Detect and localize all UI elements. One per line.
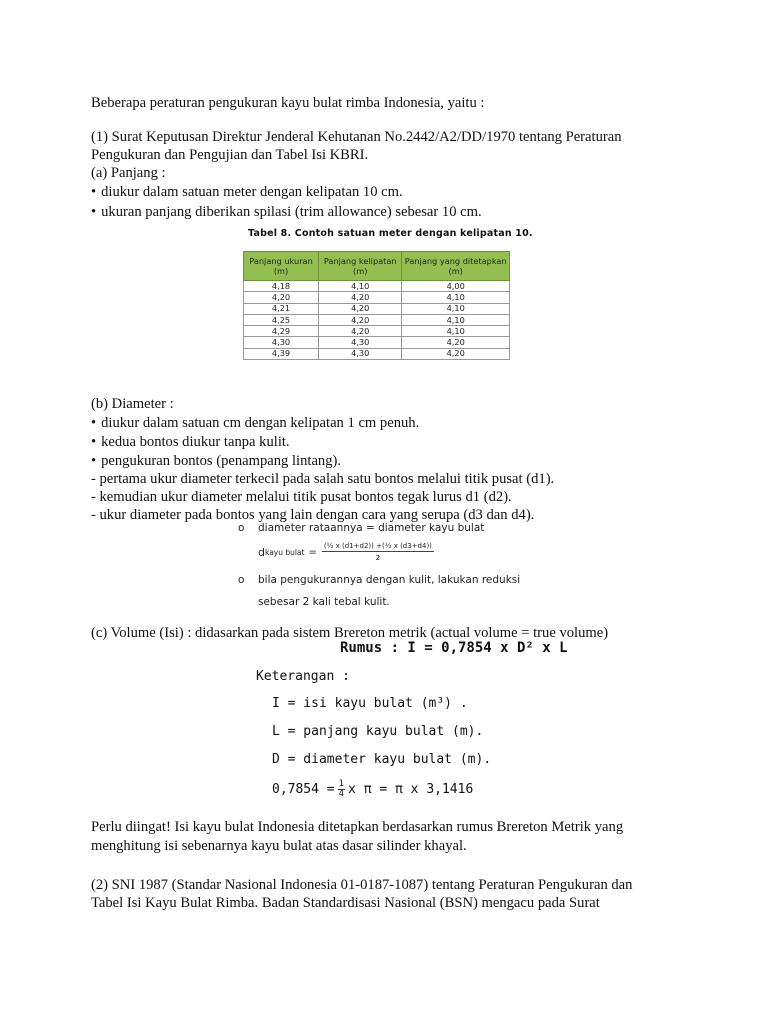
- table-cell: 4,20: [319, 326, 402, 337]
- table-row: [244, 314, 510, 325]
- formula-numerator: (½ x (d1+d2)) +(½ x (d3+d4)): [323, 542, 432, 550]
- table-cell: 4,21: [244, 303, 319, 314]
- length-table: [243, 251, 510, 360]
- table-cell: 4,29: [244, 326, 319, 337]
- formula-item-reduction-cont: sebesar 2 kali tebal kulit.: [258, 596, 390, 608]
- table-cell: 4,25: [244, 314, 319, 325]
- diameter-step: - pertama ukur diameter terkecil pada salah satu bontos melalui titik pusat (d1).: [91, 471, 555, 487]
- table-header-row: [244, 252, 510, 281]
- note-line2: menghitung isi sebenarnya kayu bulat atas dasar silinder khayal.: [91, 838, 467, 854]
- table-row: [244, 303, 510, 314]
- table-cell: 4,10: [319, 281, 402, 292]
- diameter-bullet: • diukur dalam satuan cm dengan kelipatan 1 cm penuh.: [91, 414, 419, 432]
- regulation-1-line1: (1) Surat Keputusan Direktur Jenderal Kehutanan No.2442/A2/DD/1970 tentang Peraturan: [91, 129, 622, 145]
- keterangan-pi: [272, 780, 473, 799]
- table-cell: 4,30: [244, 337, 319, 348]
- diameter-formula: [258, 542, 434, 562]
- volume-formula: Rumus : I = 0,7854 x D² x L: [340, 640, 568, 656]
- pi-fraction: [338, 780, 345, 799]
- diameter-step: - ukur diameter pada bontos yang lain dengan cara yang serupa (d3 dan d4).: [91, 507, 535, 523]
- table-header-cell: Panjang kelipatan (m): [319, 252, 402, 281]
- table-cell: 4,10: [402, 326, 510, 337]
- pi-right: x π = π x 3,1416: [348, 782, 474, 797]
- keterangan-label: Keterangan :: [256, 669, 350, 684]
- table-cell: 4,39: [244, 348, 319, 359]
- panjang-bullet: • ukuran panjang diberikan spilasi (trim allowance) sebesar 10 cm.: [91, 203, 482, 221]
- keterangan-l: L = panjang kayu bulat (m).: [272, 724, 484, 739]
- formula-denominator: 2: [375, 554, 381, 562]
- table-cell: 4,20: [319, 292, 402, 303]
- table-row: [244, 281, 510, 292]
- table-row: [244, 337, 510, 348]
- panjang-heading: (a) Panjang :: [91, 165, 166, 181]
- formula-d-subscript: kayu bulat: [264, 547, 305, 557]
- diameter-bullet: • pengukuran bontos (penampang lintang).: [91, 452, 341, 470]
- regulation-2-line1: (2) SNI 1987 (Standar Nasional Indonesia 01-0187-1087) tentang Peraturan Pengukuran dan: [91, 877, 633, 893]
- table-cell: 4,30: [319, 337, 402, 348]
- note-line1: Perlu diingat! Isi kayu bulat Indonesia ditetapkan berdasarkan rumus Brereton Metrik yang: [91, 819, 624, 835]
- table-cell: 4,20: [319, 314, 402, 325]
- table-header-cell: Panjang yang ditetapkan (m): [402, 252, 510, 281]
- table-cell: 4,18: [244, 281, 319, 292]
- formula-item-reduction: o bila pengukurannya dengan kulit, lakukan reduksi: [238, 574, 520, 586]
- table-cell: 4,10: [402, 292, 510, 303]
- regulation-1-line2: Pengukuran dan Pengujian dan Tabel Isi KBRI.: [91, 147, 369, 163]
- keterangan-i: I = isi kayu bulat (m³) .: [272, 696, 468, 711]
- pi-denominator: 4: [338, 789, 345, 799]
- table-cell: 4,20: [402, 348, 510, 359]
- table-row: [244, 326, 510, 337]
- panjang-bullet: • diukur dalam satuan meter dengan kelipatan 10 cm.: [91, 183, 403, 201]
- volume-heading: (c) Volume (Isi) : didasarkan pada sistem Brereton metrik (actual volume = true volume): [91, 625, 609, 641]
- keterangan-d: D = diameter kayu bulat (m).: [272, 752, 492, 767]
- table-row: [244, 348, 510, 359]
- diameter-step: - kemudian ukur diameter melalui titik pusat bontos tegak lurus d1 (d2).: [91, 489, 512, 505]
- pi-left: 0,7854 =: [272, 782, 335, 797]
- table-row: [244, 292, 510, 303]
- regulation-2-line2: Tabel Isi Kayu Bulat Rimba. Badan Standardisasi Nasional (BSN) mengacu pada Surat: [91, 895, 600, 911]
- table-cell: 4,10: [402, 303, 510, 314]
- table-cell: 4,20: [319, 303, 402, 314]
- table-header-cell: Panjang ukuran (m): [244, 252, 319, 281]
- table-cell: 4,00: [402, 281, 510, 292]
- diameter-bullet: • kedua bontos diukur tanpa kulit.: [91, 433, 290, 451]
- table-cell: 4,20: [402, 337, 510, 348]
- table-cell: 4,30: [319, 348, 402, 359]
- formula-d-label: d: [258, 545, 265, 559]
- intro-text: Beberapa peraturan pengukuran kayu bulat rimba Indonesia, yaitu :: [91, 95, 485, 111]
- pi-numerator: 1: [338, 779, 345, 789]
- table-cell: 4,20: [244, 292, 319, 303]
- formula-fraction: [322, 542, 434, 562]
- table-caption: Tabel 8. Contoh satuan meter dengan kelipatan 10.: [248, 228, 533, 239]
- table-cell: 4,10: [402, 314, 510, 325]
- formula-item-average: o diameter rataannya = diameter kayu bulat: [238, 522, 484, 534]
- formula-equals: =: [308, 546, 317, 558]
- diameter-heading: (b) Diameter :: [91, 396, 174, 412]
